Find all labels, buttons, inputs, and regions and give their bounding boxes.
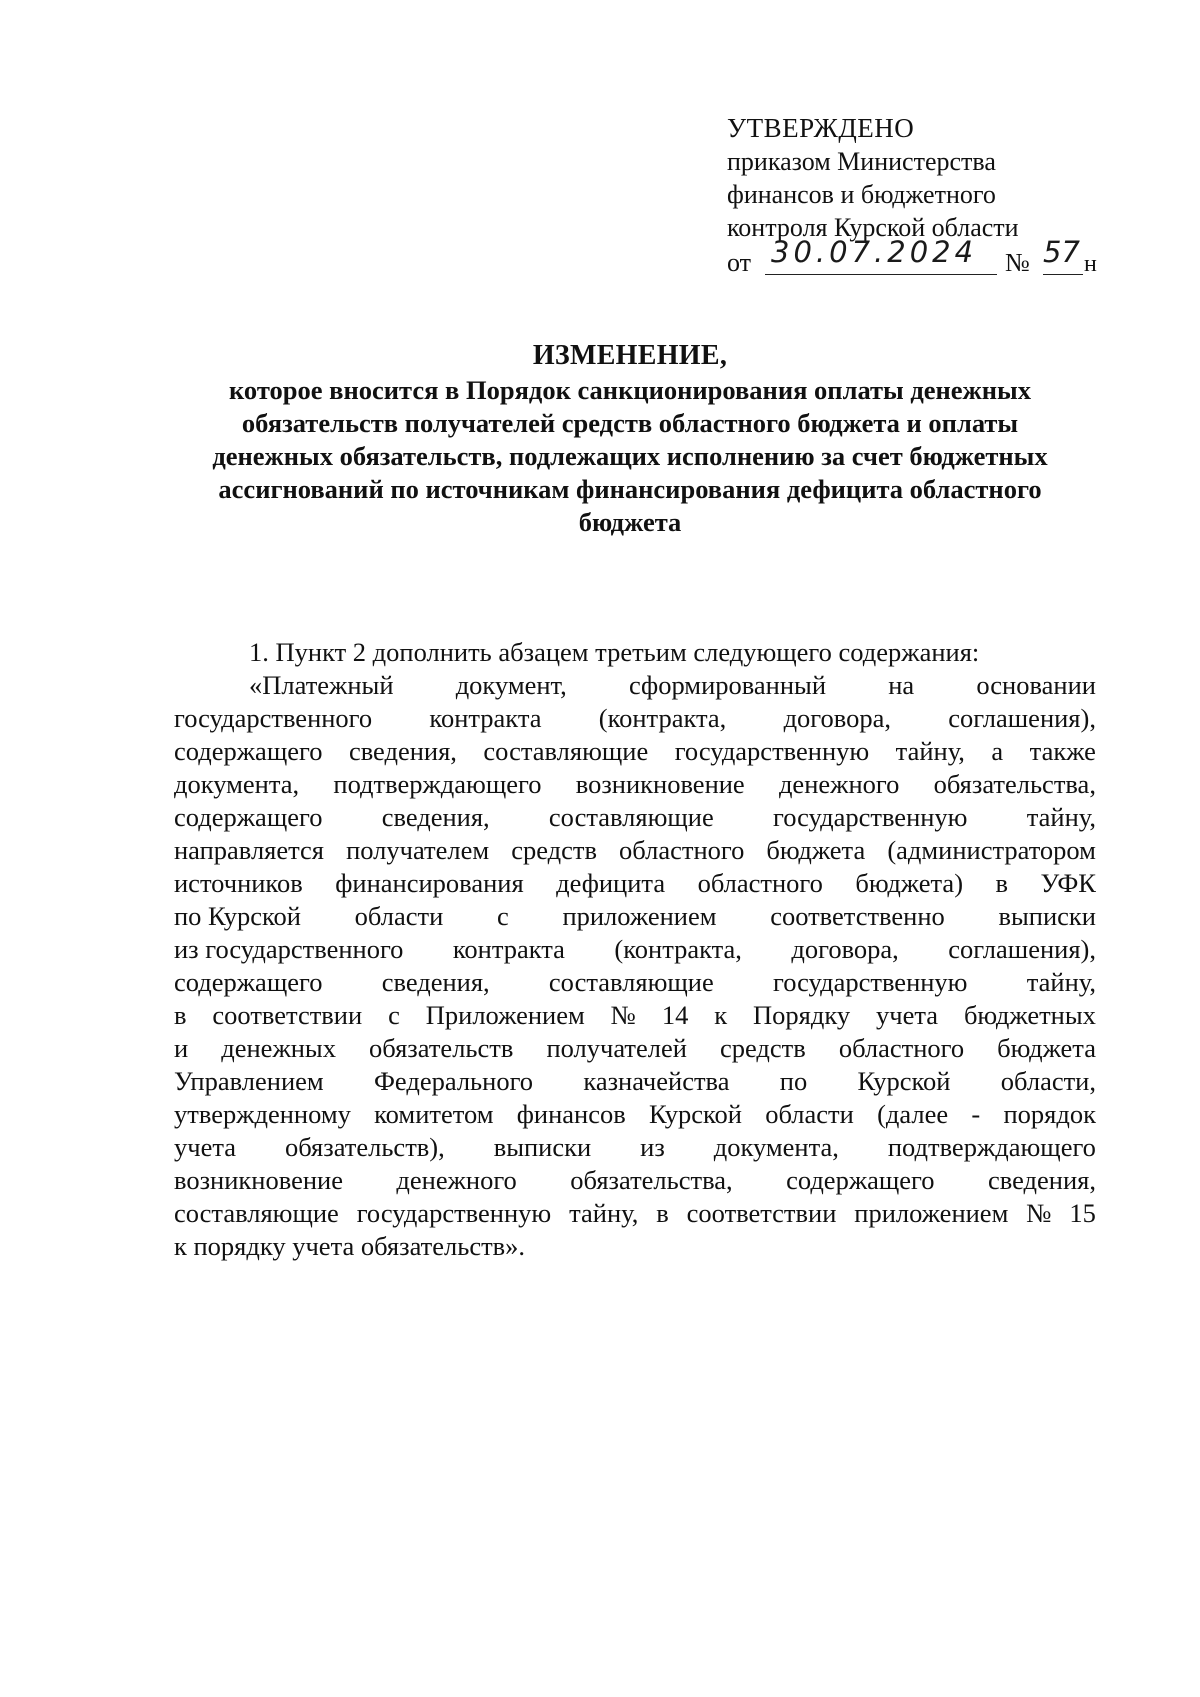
paragraph-word: из государственного xyxy=(174,934,404,964)
paragraph-word: соответствии xyxy=(686,1198,837,1228)
paragraph-word: обязательств xyxy=(369,1033,514,1063)
paragraph-word: областного xyxy=(697,868,823,898)
paragraph-word: финансирования xyxy=(335,868,524,898)
order-number-suffix: н xyxy=(1084,251,1097,277)
paragraph-line xyxy=(174,1065,1096,1098)
paragraph-word: области xyxy=(354,901,444,931)
paragraph-word: тайну, xyxy=(569,1198,639,1228)
paragraph-line xyxy=(174,867,1096,900)
paragraph-word: государственного xyxy=(174,703,373,733)
paragraph-word: направляется xyxy=(174,835,324,865)
paragraph-word: Порядку xyxy=(753,1000,851,1030)
paragraph-word: подтверждающего xyxy=(887,1132,1096,1162)
paragraph-word: области xyxy=(765,1099,854,1129)
paragraph-word: бюджетных xyxy=(963,1000,1096,1030)
paragraph-word: сведения, xyxy=(381,967,490,997)
paragraph-word: учета xyxy=(876,1000,939,1030)
paragraph-word: выписки xyxy=(998,901,1096,931)
paragraph-word: документа, xyxy=(713,1132,839,1162)
paragraph-word: содержащего xyxy=(174,802,323,832)
item-heading: 1. Пункт 2 дополнить абзацем третьим следующего содержания: xyxy=(249,637,980,667)
paragraph-word: получателем xyxy=(346,835,490,865)
paragraph-word: соглашения), xyxy=(948,934,1096,964)
paragraph-word: Приложением xyxy=(425,1000,585,1030)
title-line: денежных обязательств, подлежащих исполнению за счет бюджетных xyxy=(212,441,1048,471)
paragraph-word: а xyxy=(991,736,1004,766)
paragraph-word: (контракта, xyxy=(614,934,742,964)
paragraph-line xyxy=(174,702,1096,735)
paragraph-word: приложением xyxy=(562,901,717,931)
paragraph-word: 15 xyxy=(1069,1198,1096,1228)
paragraph-word: областного xyxy=(838,1033,965,1063)
paragraph-word: договора, xyxy=(791,934,899,964)
paragraph-word: № xyxy=(1026,1198,1052,1228)
paragraph-word: бюджета) xyxy=(855,868,964,898)
paragraph-word: содержащего xyxy=(174,736,323,766)
paragraph-word: государственную xyxy=(356,1198,552,1228)
paragraph-line xyxy=(174,669,1096,702)
paragraph-word: обязательства, xyxy=(933,769,1096,799)
paragraph-word: средств xyxy=(719,1033,806,1063)
paragraph-line xyxy=(174,1098,1096,1131)
approval-line-1: приказом Министерства xyxy=(727,147,996,176)
paragraph-word: приложением xyxy=(854,1198,1009,1228)
paragraph-word: с xyxy=(388,1000,400,1030)
paragraph-word: казначейства xyxy=(583,1066,730,1096)
paragraph-word: соответствии xyxy=(212,1000,363,1030)
paragraph-word: бюджета xyxy=(766,835,866,865)
paragraph-word: финансов xyxy=(516,1099,626,1129)
title-line: бюджета xyxy=(578,507,682,537)
paragraph-word: дефицита xyxy=(556,868,666,898)
paragraph-word: сведения, xyxy=(381,802,490,832)
paragraph-word: соглашения), xyxy=(948,703,1096,733)
order-number-sign: № xyxy=(1005,248,1030,277)
paragraph-word: возникновение xyxy=(575,769,745,799)
paragraph-word: тайну, xyxy=(1026,802,1096,832)
approval-line-2: финансов и бюджетного xyxy=(727,180,996,209)
paragraph-word: в xyxy=(656,1198,669,1228)
order-date-handwritten: 30.07.2024 xyxy=(771,235,978,269)
paragraph-word: 14 xyxy=(661,1000,689,1030)
paragraph-last-line: к порядку учета обязательств». xyxy=(174,1231,526,1261)
document-body xyxy=(174,636,1096,1263)
order-number-field xyxy=(1043,235,1083,275)
paragraph-word: (контракта, xyxy=(598,703,727,733)
order-date-prefix: от xyxy=(727,248,752,277)
paragraph-word: выписки xyxy=(493,1132,592,1162)
title-line: обязательств получателей средств областного бюджета и оплаты xyxy=(241,408,1019,438)
paragraph-word: сформированный xyxy=(628,670,827,700)
paragraph-line xyxy=(174,834,1096,867)
paragraph-word: по xyxy=(779,1066,808,1096)
paragraph-word: содержащего xyxy=(174,967,323,997)
paragraph-word: подтверждающего xyxy=(333,769,542,799)
paragraph-word: сведения, xyxy=(348,736,457,766)
paragraph-word: утвержденному xyxy=(174,1099,351,1129)
paragraph-word: возникновение xyxy=(174,1165,343,1195)
paragraph-word: составляющие xyxy=(548,802,714,832)
paragraph-word: порядок xyxy=(1003,1099,1096,1129)
document-title xyxy=(170,338,1090,539)
paragraph-word: Курской xyxy=(649,1099,742,1129)
paragraph-word: государственную xyxy=(773,802,968,832)
paragraph-word: документа, xyxy=(174,769,300,799)
paragraph-line xyxy=(174,900,1096,933)
paragraph-word: контракта xyxy=(429,703,542,733)
paragraph-word: бюджета xyxy=(997,1033,1096,1063)
paragraph-word: составляющие xyxy=(483,736,649,766)
paragraph-word: договора, xyxy=(783,703,891,733)
paragraph-word: Курской xyxy=(857,1066,951,1096)
paragraph-word: обязательств), xyxy=(284,1132,445,1162)
paragraph-word: получателей xyxy=(546,1033,687,1063)
paragraph-word: составляющие xyxy=(174,1198,339,1228)
paragraph-word: государственную xyxy=(773,967,968,997)
approval-stamp xyxy=(727,112,1147,280)
paragraph-line xyxy=(174,1164,1096,1197)
paragraph-word: обязательства, xyxy=(570,1165,733,1195)
paragraph-word: УФК xyxy=(1040,868,1096,898)
paragraph-line xyxy=(174,999,1096,1032)
paragraph-word: и xyxy=(174,1033,189,1063)
paragraph-word: к xyxy=(714,1000,728,1030)
paragraph-word: контракта xyxy=(452,934,565,964)
paragraph-word: денежного xyxy=(396,1165,517,1195)
paragraph-line xyxy=(174,933,1096,966)
title-line: которое вносится в Порядок санкционирования оплаты денежных xyxy=(229,375,1031,405)
order-date-field xyxy=(765,235,997,275)
order-number-handwritten: 57 xyxy=(1043,235,1080,269)
title-line: ассигнований по источникам финансирования дефицита областного xyxy=(218,474,1042,504)
paragraph-word: Федерального xyxy=(373,1066,534,1096)
paragraph-word: также xyxy=(1029,736,1096,766)
paragraph-word: в xyxy=(174,1000,187,1030)
paragraph-word: по Курской xyxy=(174,901,301,931)
paragraph-word: содержащего xyxy=(786,1165,935,1195)
paragraph-word: денежного xyxy=(778,769,900,799)
paragraph-word: области, xyxy=(1000,1066,1096,1096)
paragraph-line xyxy=(174,966,1096,999)
paragraph-line xyxy=(174,1131,1096,1164)
paragraph-word: основании xyxy=(976,670,1096,700)
paragraph-word: № xyxy=(610,1000,636,1030)
paragraph-word: тайну, xyxy=(1026,967,1096,997)
paragraph-word: «Платежный xyxy=(249,670,394,700)
paragraph-word: (администратором xyxy=(887,835,1096,865)
paragraph-word: соответственно xyxy=(770,901,945,931)
approval-line-3: контроля Курской области xyxy=(727,213,1019,242)
title-heading: ИЗМЕНЕНИЕ, xyxy=(532,340,728,371)
paragraph-word: государственную xyxy=(674,736,870,766)
paragraph-word: с xyxy=(496,901,509,931)
paragraph-line xyxy=(174,801,1096,834)
order-reference xyxy=(727,235,1147,280)
paragraph-line xyxy=(174,768,1096,801)
paragraph-word: комитетом xyxy=(374,1099,494,1129)
paragraph-word: документ, xyxy=(455,670,567,700)
paragraph-line xyxy=(174,735,1096,768)
paragraph-line xyxy=(174,1197,1096,1230)
amendment-paragraph xyxy=(174,669,1096,1263)
paragraph-word: из xyxy=(640,1132,665,1162)
paragraph-word: составляющие xyxy=(548,967,714,997)
approved-heading: УТВЕРЖДЕНО xyxy=(727,113,915,143)
paragraph-word: сведения, xyxy=(987,1165,1096,1195)
paragraph-word: - xyxy=(971,1099,981,1129)
paragraph-word: (далее xyxy=(877,1099,949,1129)
paragraph-line xyxy=(174,1032,1096,1065)
paragraph-word: средств xyxy=(511,835,597,865)
paragraph-word: учета xyxy=(174,1132,237,1162)
paragraph-word: тайну, xyxy=(895,736,965,766)
paragraph-word: денежных xyxy=(221,1033,336,1063)
paragraph-word: областного xyxy=(619,835,745,865)
paragraph-word: источников xyxy=(174,868,303,898)
paragraph-word: в xyxy=(995,868,1009,898)
paragraph-word: на xyxy=(888,670,915,700)
paragraph-word: Управлением xyxy=(174,1066,324,1096)
